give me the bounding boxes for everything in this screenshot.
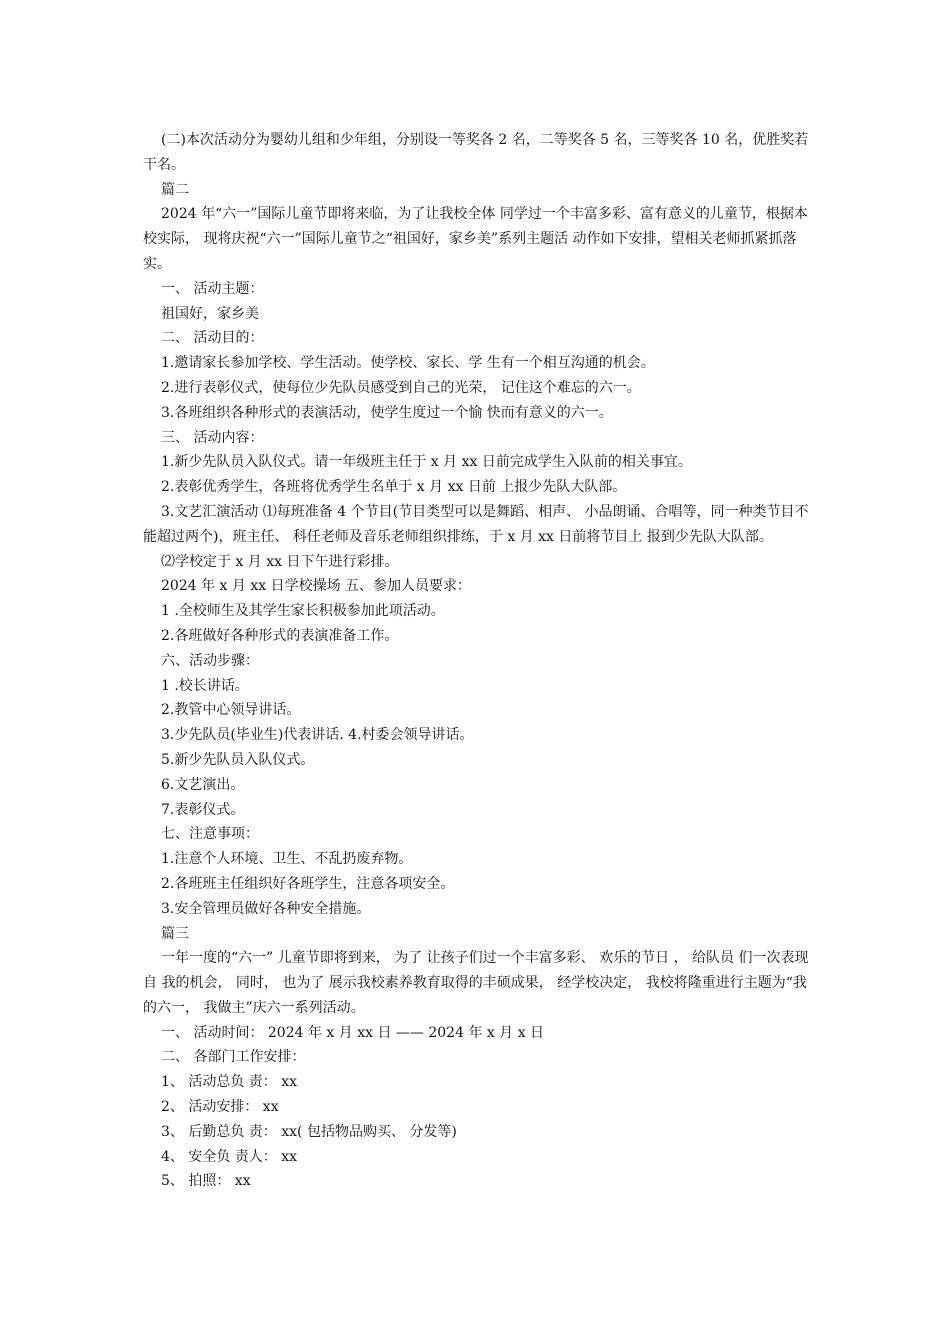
paragraph: 2024 年 x 月 xx 日学校操场 五、参加人员要求：	[161, 578, 472, 595]
paragraph: 1.注意个人环境、卫生、不乱扔废弃物。	[161, 851, 413, 868]
paragraph: 6.文艺演出。	[161, 776, 245, 793]
paragraph: 4、 安全负 责人： xx	[161, 1148, 298, 1165]
paragraph: 7.表彰仪式。	[161, 801, 245, 818]
paragraph: 2.表彰优秀学生，各班将优秀学生名单于 x 月 xx 日前 上报少先队大队部。	[161, 479, 627, 496]
paragraph: 二、 各部门工作安排：	[161, 1049, 306, 1066]
paragraph: 祖国好，家乡美	[161, 305, 259, 322]
paragraph: 2、 活动安排： xx	[161, 1099, 279, 1116]
document-body	[143, 128, 811, 1194]
paragraph: 1 .校长讲话。	[161, 677, 249, 694]
paragraph: 3.安全管理员做好各种安全措施。	[161, 900, 371, 917]
paragraph: 3、 后勤总负 责： xx( 包括物品购买、 分发等)	[161, 1123, 457, 1140]
paragraph: 1、 活动总负 责： xx	[161, 1074, 298, 1091]
paragraph: 七、注意事项：	[161, 826, 259, 843]
paragraph: 2.各班班主任组织好各班学生，注意各项安全。	[161, 875, 455, 892]
paragraph: 二、 活动目的：	[161, 330, 264, 347]
paragraph: ⑵学校定于 x 月 xx 日下午进行彩排。	[161, 553, 399, 570]
paragraph: 1.邀请家长参加学校、学生活动。使学校、家长、学 生有一个相互沟通的机会。	[161, 355, 655, 372]
paragraph: 1 .全校师生及其学生家长积极参加此项活动。	[161, 603, 445, 620]
paragraph: 5.新少先队员入队仪式。	[161, 751, 315, 768]
paragraph: 2.教管中心领导讲话。	[161, 702, 301, 719]
paragraph: 一、 活动时间： 2024 年 x 月 xx 日 —— 2024 年 x 月 x 日	[161, 1024, 545, 1041]
paragraph: 一、 活动主题：	[161, 280, 264, 297]
paragraph: 1.新少先队员入队仪式。请一年级班主任于 x 月 xx 日前完成学生入队前的相关事宜。	[161, 454, 692, 471]
paragraph: 3.少先队员(毕业生)代表讲话. 4.村委会领导讲话。	[161, 727, 474, 744]
paragraph: 3.文艺汇演活动 ⑴每班准备 4 个节目(节目类型可以是舞蹈、相声、 小品朗诵、合唱等，同一种类节目不能超过两个)，班主任、 科任老师及音乐老师组织排练，于 x 月 xx 日前将节目上 报到少先队大队部。	[143, 503, 809, 545]
paragraph: 篇三	[161, 925, 189, 942]
paragraph: 六、活动步骤：	[161, 652, 259, 669]
paragraph: 5、 拍照： xx	[161, 1173, 251, 1190]
paragraph: (二)本次活动分为婴幼儿组和少年组，分别设一等奖各 2 名，二等奖各 5 名，三等奖各 10 名，优胜奖若干名。	[143, 132, 809, 173]
paragraph: 三、 活动内容：	[161, 429, 264, 446]
paragraph: 篇二	[161, 181, 189, 198]
paragraph: 2.进行表彰仪式，使每位少先队员感受到自己的光荣， 记住这个难忘的六一。	[161, 379, 641, 396]
paragraph: 一年一度的“六一” 儿童节即将到来， 为了 让孩子们过一个丰富多彩、 欢乐的节日 ， 给队员 们一次表现自 我的机会， 同时， 也为了 展示我校素养教育取得的丰硕成果， 经学校决定， 我校将隆重进行主题为“我的六一， 我做主”庆六一系列活动。	[143, 950, 809, 1016]
paragraph: 2024 年“六一”国际儿童节即将来临，为了让我校全体 同学过一个丰富多彩、富有意义的儿童节，根据本校实际， 现将庆祝“六一”国际儿童节之“祖国好，家乡美”系列主题活 动作如下安排，望相关老师抓紧抓落实。	[143, 206, 808, 272]
paragraph: 3.各班组织各种形式的表演活动，使学生度过一个愉 快而有意义的六一。	[161, 404, 613, 421]
paragraph: 2.各班做好各种形式的表演准备工作。	[161, 627, 399, 644]
